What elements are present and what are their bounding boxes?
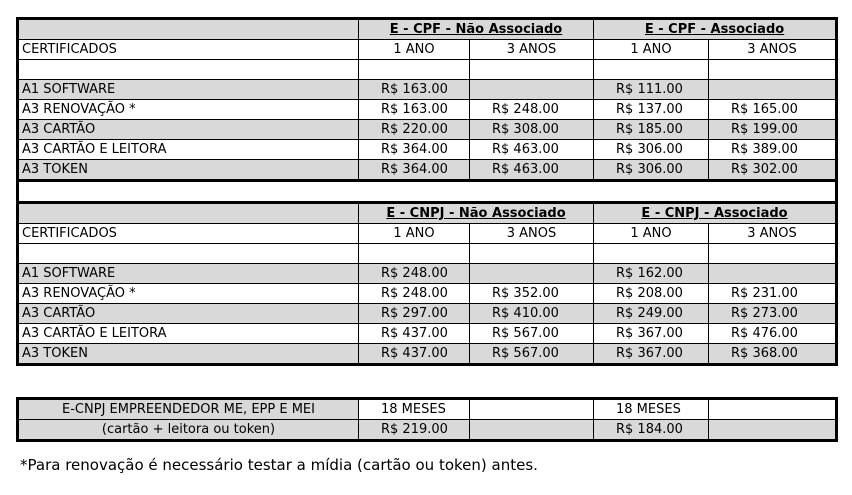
empty-row [18,60,837,80]
period-header: 1 ANO [359,224,470,244]
mei-period-b: 18 MESES [594,399,709,420]
cnpj-associado-header: E - CNPJ - Associado [594,203,837,224]
cpf-nao-associado-header: E - CPF - Não Associado [359,19,594,40]
period-header: 1 ANO [594,40,709,60]
table-row: A3 RENOVAÇÃO * R$ 163.00 R$ 248.00 R$ 137.00 R$ 165.00 [18,100,837,120]
separator-row [18,181,837,203]
mei-title: E-CNPJ EMPREENDEDOR ME, EPP E MEI [18,399,359,420]
footnote: *Para renovação é necessário testar a mídia (cartão ou token) antes. [20,456,538,474]
empty-row [18,244,837,264]
table-row: A3 CARTÃO E LEITORA R$ 437.00 R$ 567.00 R$ 367.00 R$ 476.00 [18,324,837,344]
table-row: A3 CARTÃO R$ 220.00 R$ 308.00 R$ 185.00 R$ 199.00 [18,120,837,140]
mei-price-table [16,397,835,442]
cpf-price-table [16,17,835,366]
cnpj-nao-associado-header: E - CNPJ - Não Associado [359,203,594,224]
table-row: A3 TOKEN R$ 437.00 R$ 567.00 R$ 367.00 R$ 368.00 [18,344,837,365]
cpf-associado-header: E - CPF - Associado [594,19,837,40]
mei-subtitle: (cartão + leitora ou token) [18,420,359,441]
certificados-label: CERTIFICADOS [18,40,359,60]
table-row: A3 CARTÃO R$ 297.00 R$ 410.00 R$ 249.00 R$ 273.00 [18,304,837,324]
period-header: 1 ANO [359,40,470,60]
table-row: A3 TOKEN R$ 364.00 R$ 463.00 R$ 306.00 R$ 302.00 [18,160,837,181]
period-header: 3 ANOS [470,40,594,60]
period-header: 3 ANOS [709,224,837,244]
mei-price-b: R$ 184.00 [594,420,709,441]
certificados-label: CERTIFICADOS [18,224,359,244]
table-row: A1 SOFTWARE R$ 163.00 R$ 111.00 [18,80,837,100]
header-blank [18,203,359,224]
mei-price-a: R$ 219.00 [359,420,470,441]
period-header: 3 ANOS [709,40,837,60]
header-blank [18,19,359,40]
table-row: A3 CARTÃO E LEITORA R$ 364.00 R$ 463.00 R$ 306.00 R$ 389.00 [18,140,837,160]
period-header: 1 ANO [594,224,709,244]
mei-period-a: 18 MESES [359,399,470,420]
table-row: A1 SOFTWARE R$ 248.00 R$ 162.00 [18,264,837,284]
table-row: A3 RENOVAÇÃO * R$ 248.00 R$ 352.00 R$ 208.00 R$ 231.00 [18,284,837,304]
period-header: 3 ANOS [470,224,594,244]
